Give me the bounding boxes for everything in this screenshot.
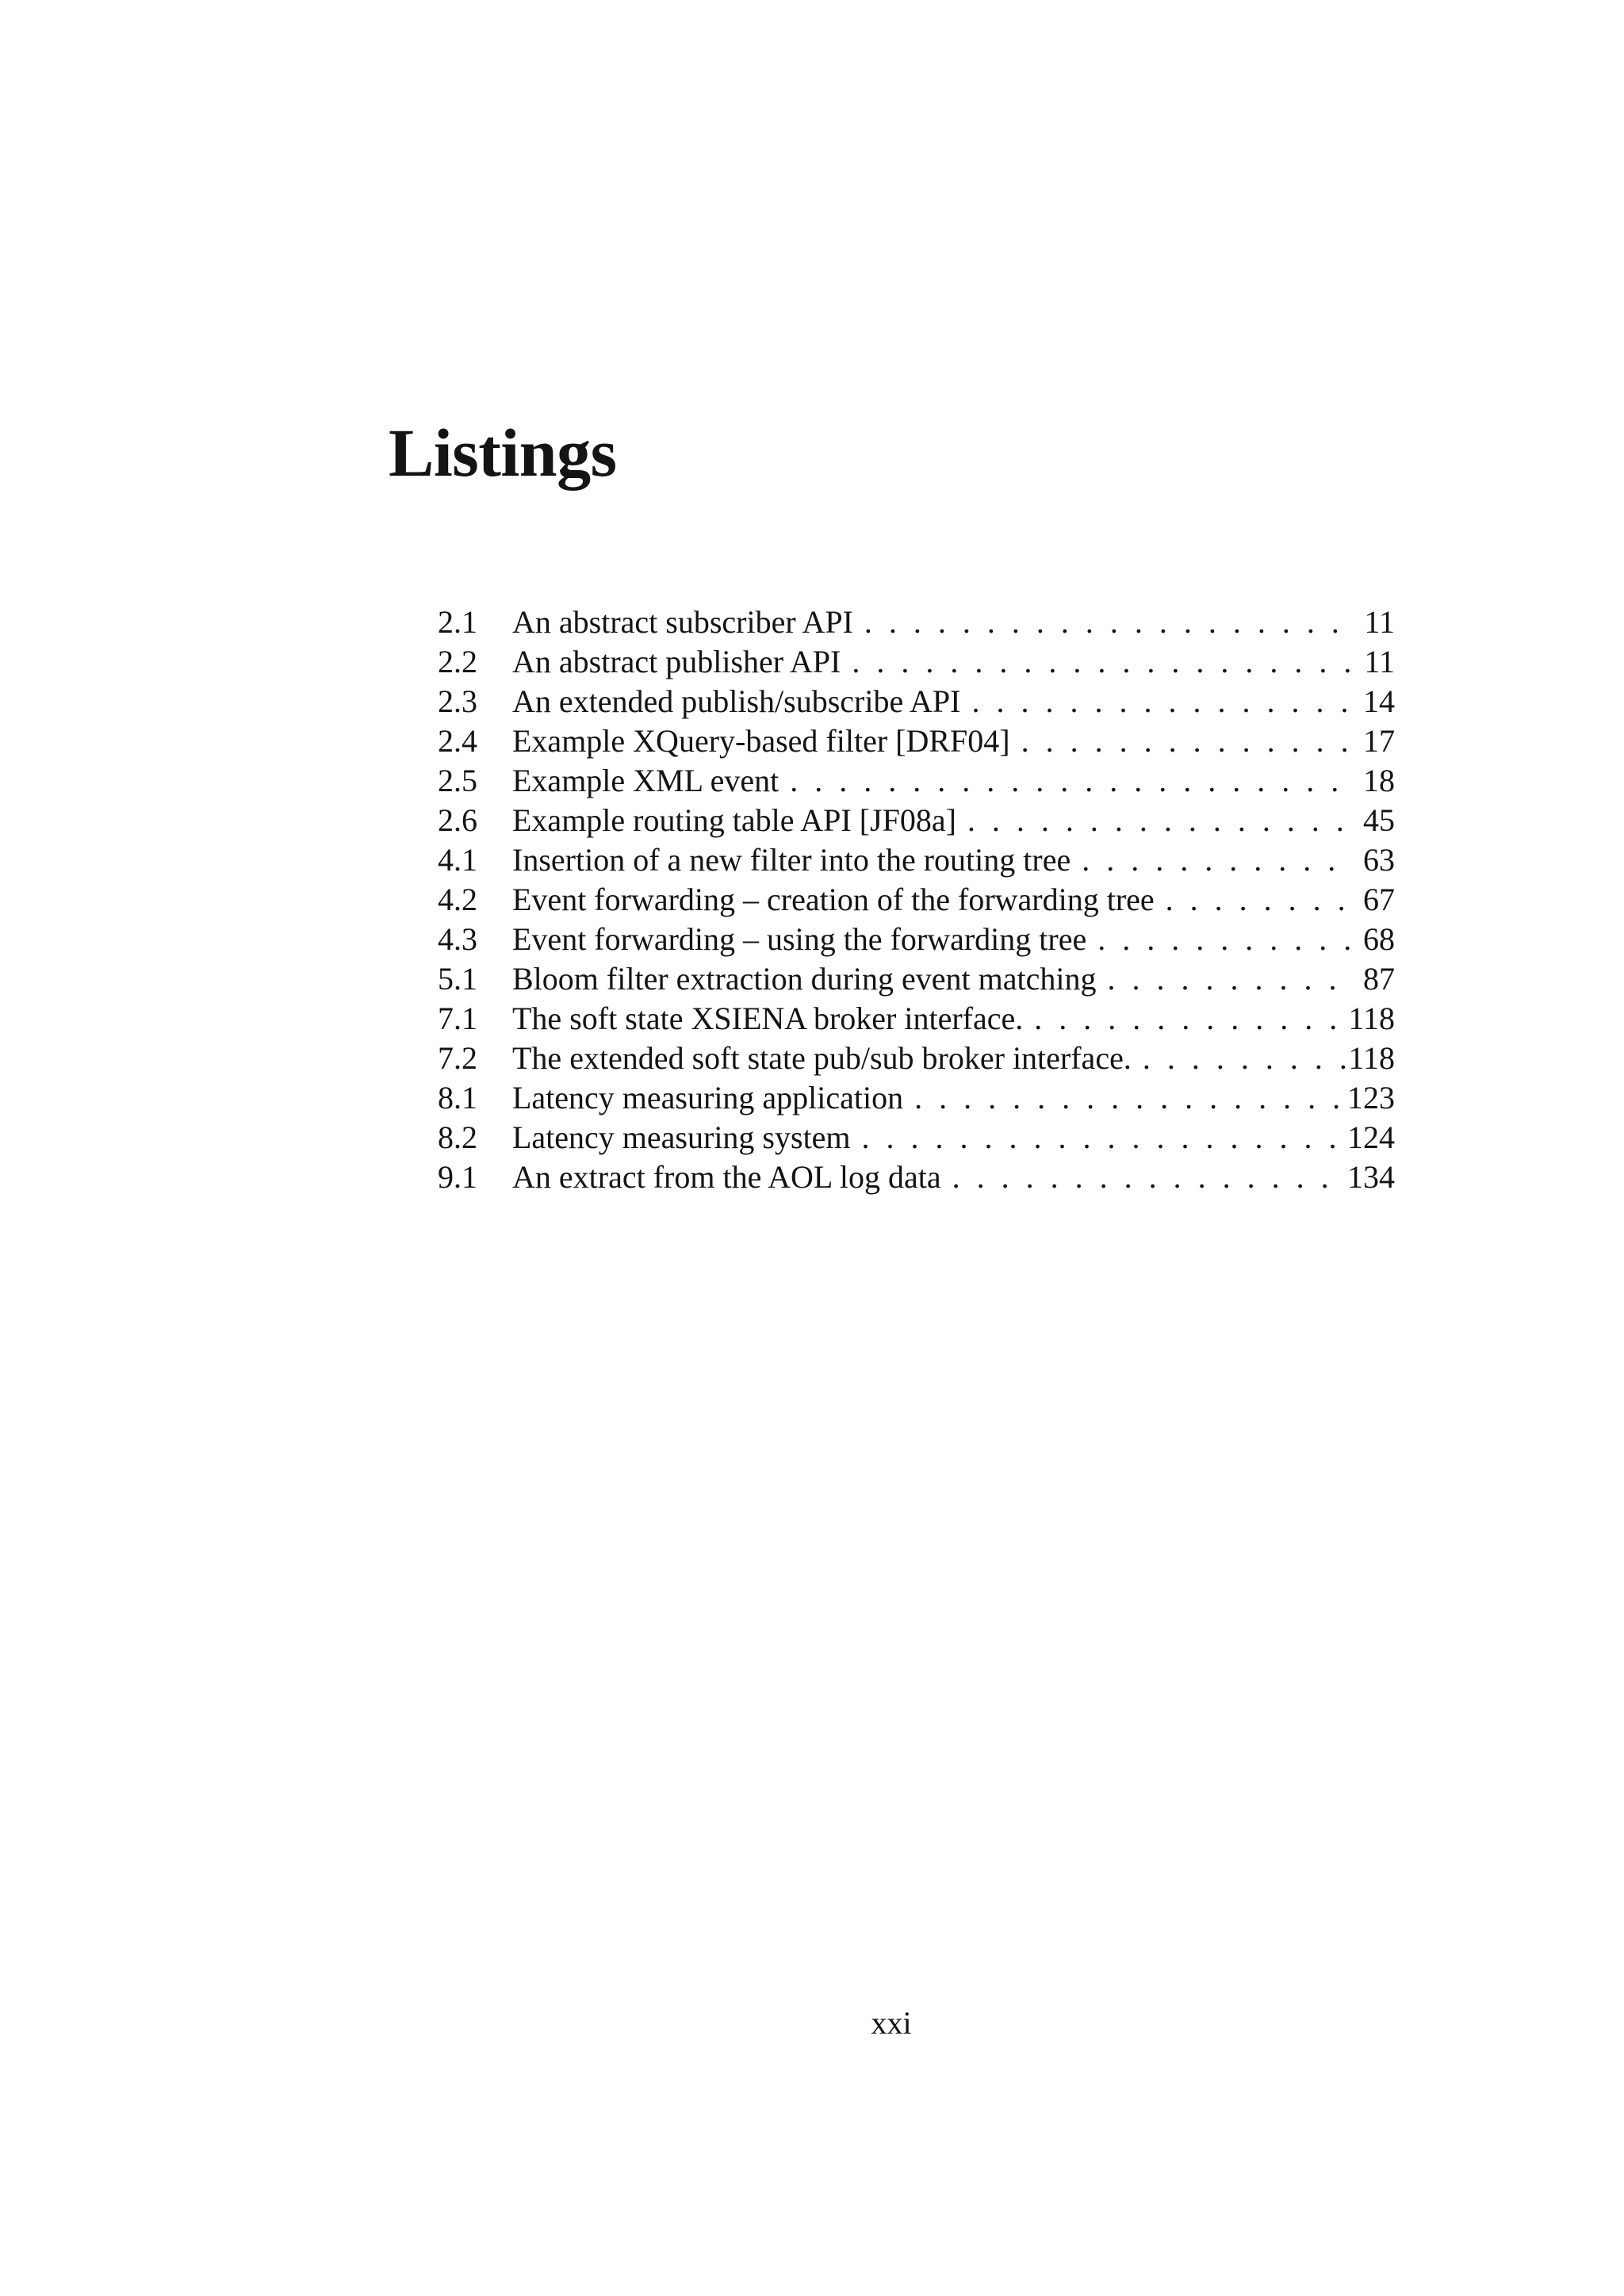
listing-title: Bloom filter extraction during event matching	[512, 961, 1097, 997]
listing-number: 4.1	[438, 842, 477, 878]
listing-page: 123	[1347, 1080, 1395, 1115]
dot-leader	[956, 801, 1350, 840]
listing-page: 17	[1363, 723, 1395, 759]
listing-number: 4.3	[438, 921, 477, 957]
dot-leader	[961, 682, 1351, 721]
listing-number: 7.1	[438, 1001, 477, 1036]
listing-entry	[438, 682, 1395, 721]
listing-number: 7.2	[438, 1040, 477, 1076]
dot-leader	[1010, 721, 1350, 761]
listing-number: 2.6	[438, 802, 477, 838]
listings-list	[438, 603, 1395, 1197]
listing-title: Example XQuery-based filter [DRF04]	[512, 723, 1010, 759]
listing-page: 87	[1363, 961, 1395, 997]
listing-entry	[438, 642, 1395, 682]
listing-number: 2.4	[438, 723, 477, 759]
listing-title: Event forwarding – using the forwarding tree	[512, 921, 1087, 957]
listing-entry	[438, 1158, 1395, 1197]
listing-title: Example XML event	[512, 763, 779, 798]
listing-entry	[438, 1039, 1395, 1078]
listing-entry	[438, 603, 1395, 642]
listing-title: An extended publish/subscribe API	[512, 683, 961, 719]
dot-leader	[1086, 920, 1350, 959]
listing-title: Latency measuring system	[512, 1119, 851, 1155]
listing-entry	[438, 840, 1395, 880]
listing-page: 134	[1347, 1159, 1395, 1195]
listing-number: 8.1	[438, 1080, 477, 1115]
listing-page: 14	[1363, 683, 1395, 719]
listing-entry	[438, 880, 1395, 920]
listing-page: 67	[1363, 882, 1395, 917]
listing-entry	[438, 801, 1395, 840]
listing-page: 18	[1363, 763, 1395, 798]
listing-number: 4.2	[438, 882, 477, 917]
listing-title: The soft state XSIENA broker interface.	[512, 1001, 1024, 1036]
listing-page: 124	[1347, 1119, 1395, 1155]
listing-entry	[438, 959, 1395, 999]
listing-number: 9.1	[438, 1159, 477, 1195]
dot-leader	[1096, 959, 1350, 999]
listing-number: 2.2	[438, 644, 477, 679]
dot-leader	[1071, 840, 1350, 880]
listing-title: An abstract publisher API	[512, 644, 841, 679]
dot-leader	[853, 603, 1350, 642]
page-number: xxi	[871, 2005, 912, 2041]
dot-leader	[1132, 1039, 1349, 1078]
listing-page: 45	[1363, 802, 1395, 838]
listing-number: 2.1	[438, 604, 477, 640]
listing-number: 8.2	[438, 1119, 477, 1155]
listing-number: 2.3	[438, 683, 477, 719]
listing-title: Latency measuring application	[512, 1080, 904, 1115]
listing-entry	[438, 1078, 1395, 1118]
listing-page: 68	[1363, 921, 1395, 957]
listing-entry	[438, 1118, 1395, 1158]
listing-title: An abstract subscriber API	[512, 604, 853, 640]
page-title: Listings	[389, 415, 617, 491]
listing-number: 2.5	[438, 763, 477, 798]
dot-leader	[941, 1158, 1347, 1197]
listing-entry	[438, 761, 1395, 801]
dot-leader	[779, 761, 1350, 801]
listing-entry	[438, 999, 1395, 1039]
dot-leader	[851, 1118, 1347, 1158]
listing-number: 5.1	[438, 961, 477, 997]
dot-leader	[903, 1078, 1347, 1118]
listing-title: Example routing table API [JF08a]	[512, 802, 956, 838]
dot-leader	[841, 642, 1350, 682]
listing-page: 63	[1363, 842, 1395, 878]
listing-page: 11	[1364, 644, 1395, 679]
dot-leader	[1155, 880, 1350, 920]
listing-title: Event forwarding – creation of the forwarding tree	[512, 882, 1155, 917]
listing-page: 11	[1364, 604, 1395, 640]
listing-title: An extract from the AOL log data	[512, 1159, 941, 1195]
listing-page: 118	[1348, 1001, 1395, 1036]
listing-page: 118	[1348, 1040, 1395, 1076]
listing-title: Insertion of a new filter into the routing tree	[512, 842, 1071, 878]
listing-entry	[438, 920, 1395, 959]
listing-title: The extended soft state pub/sub broker interface.	[512, 1040, 1132, 1076]
listing-entry	[438, 721, 1395, 761]
dot-leader	[1023, 999, 1348, 1039]
